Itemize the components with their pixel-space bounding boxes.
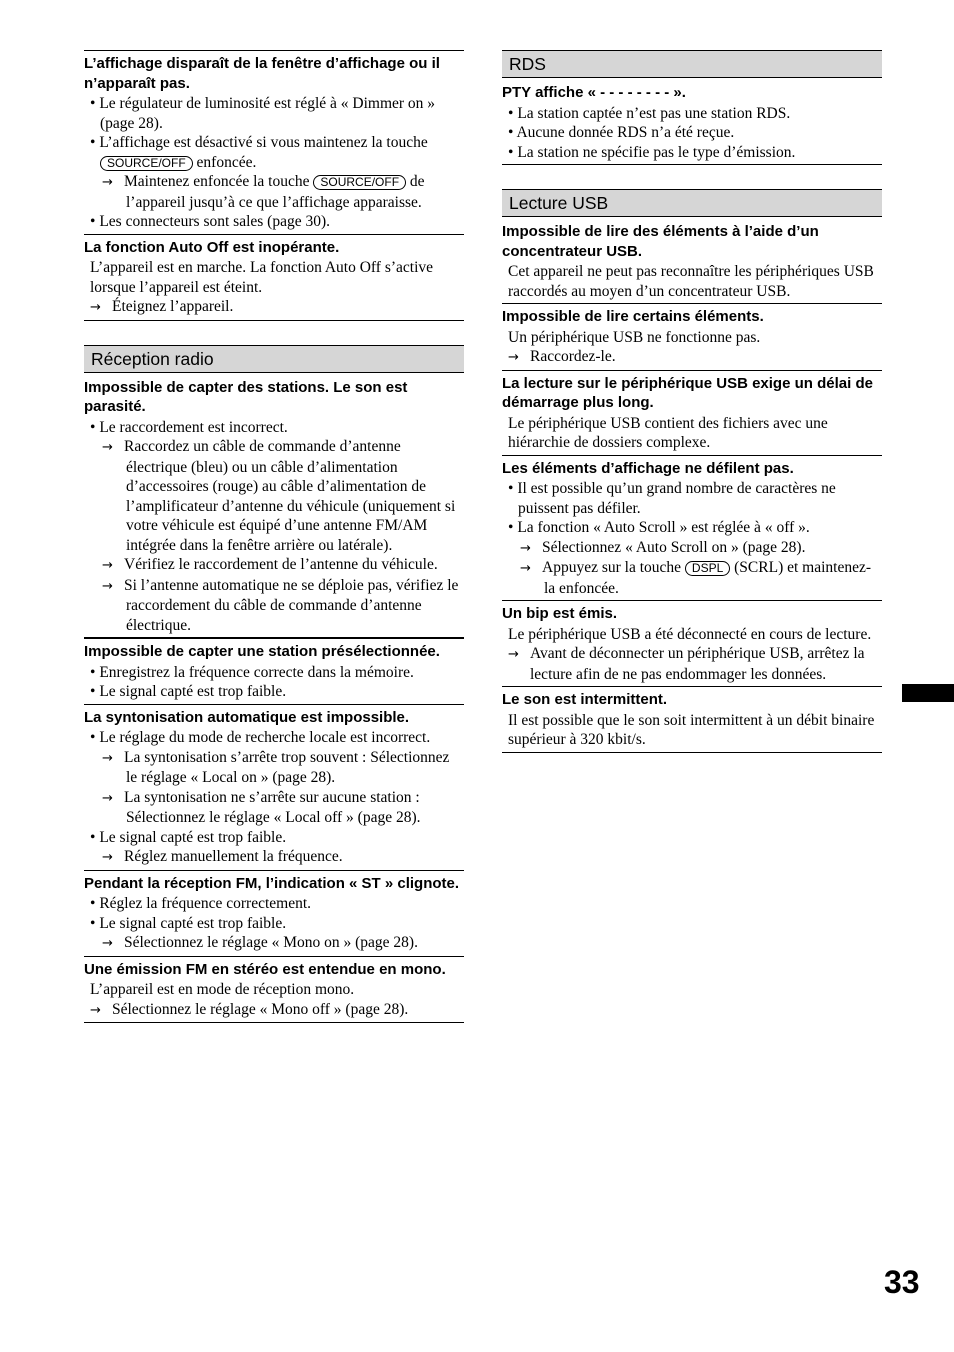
bullet-item: • Réglez la fréquence correctement. [84,894,464,914]
explanation-text: Le périphérique USB contient des fichiers avec une hiérarchie de dossiers complexe. [508,414,828,451]
explanation-text: Il est possible que le son soit intermittent à un débit binaire supérieur à 320 kbit/s. [508,711,875,748]
problem-heading: PTY affiche « - - - - - - - - ». [502,84,686,101]
remedy-item [84,437,464,555]
remedy-text: de l’appareil jusqu’à ce que l’affichage apparaisse. [126,173,425,211]
section-display-disappears [84,50,464,234]
bullet-text: enfoncée. [196,153,257,171]
section-auto-tuning [84,704,464,870]
remedy-text: Maintenez enfoncée la touche [124,173,310,190]
remedy-item [84,555,464,576]
remedy-text: Appuyez sur la touche [542,559,682,576]
bullet-item: • La station captée n’est pas une station RDS. [502,104,882,124]
problem-heading: Un bip est émis. [502,605,618,622]
arrow-icon: → [520,540,531,556]
remedy-item [84,297,464,318]
remedy-item [84,748,464,788]
bullet-item: • Le signal capté est trop faible. [84,828,464,848]
problem-heading: La lecture sur le périphérique USB exige un délai de démarrage plus long. [502,374,873,411]
remedy-text: Sélectionnez le réglage « Mono off » (page 28). [112,1000,409,1018]
arrow-icon: → [102,578,113,594]
arrow-icon: → [90,1002,101,1018]
remedy-item [84,1000,464,1021]
explanation-text: L’appareil est en marche. La fonction Auto Off s’active lorsque l’appareil est éteint. [90,259,434,296]
bullet-item: • La station ne spécifie pas le type d’émission. [502,143,882,163]
arrow-icon: → [102,440,113,455]
bullet-item: • Il est possible qu’un grand nombre de caractères ne puissent pas défiler. [502,479,882,518]
problem-heading: Impossible de lire des éléments à l’aide d’un concentrateur USB. [502,223,819,260]
problem-heading: Impossible de capter une station présélectionnée. [84,643,440,660]
problem-heading: Une émission FM en stéréo est entendue en mono. [84,960,446,978]
section-mono [84,956,464,1024]
arrow-icon: → [102,850,113,865]
bullet-item: • Le signal capté est trop faible. [84,682,464,702]
page-number: 33 [884,1264,920,1300]
section-pty [502,83,882,165]
left-column [84,50,464,1023]
remedy-text: Si l’antenne automatique ne se déploie pas, vérifiez le raccordement du câble de commande d’antenne électrique. [124,576,459,634]
remedy-text: Raccordez un câble de commande d’antenne électrique (bleu) ou un câble d’alimentation d’accessoires (rouge) au câble d’alimentation de l’amplificateur d’antenne du véhicule (uniquement si votre véhicule est équipé d’une antenne FM/AM intégrée dans la fenêtre arrière ou latérale). [124,438,456,554]
section-usb-hub [502,222,882,303]
problem-heading: La fonction Auto Off est inopérante. [84,238,340,256]
remedy-item [84,788,464,828]
bullet-item: • Les connecteurs sont sales (page 30). [84,212,464,232]
source-off-key-icon: SOURCE/OFF [313,175,406,190]
remedy-text: Sélectionnez le réglage « Mono on » (page 28). [124,934,418,951]
remedy-item [84,847,464,868]
bullet-item: • Aucune donnée RDS n’a été reçue. [502,123,882,143]
explanation-text: Un périphérique USB ne fonctionne pas. [508,328,761,346]
remedy-item [84,172,464,212]
problem-heading: Impossible de lire certains éléments. [502,308,764,325]
remedy-item [502,538,882,559]
remedy-text: Avant de déconnecter un périphérique USB, arrêtez la lecture afin de ne pas endommager les données. [530,645,865,683]
remedy-text: Raccordez-le. [530,348,616,365]
right-column [502,50,882,753]
section-auto-off [84,234,464,321]
bullet-item: • Le signal capté est trop faible. [84,914,464,934]
remedy-text: Éteignez l’appareil. [112,298,234,315]
remedy-item [502,558,882,598]
problem-heading: Pendant la réception FM, l’indication « ST » clignote. [84,874,460,892]
remedy-item [502,644,882,684]
section-no-stations [84,378,464,638]
section-title-usb: Lecture USB [502,189,882,217]
bullet-item [84,133,464,172]
section-preset-station [84,637,464,704]
section-startup-delay [502,370,882,455]
remedy-text: Réglez manuellement la fréquence. [124,848,343,865]
section-title-radio: Réception radio [84,345,464,373]
arrow-icon: → [102,175,113,190]
problem-heading: L’affichage disparaît de la fenêtre d’affichage ou il n’apparaît pas. [84,55,440,92]
source-off-key-icon: SOURCE/OFF [100,156,193,171]
section-st-blinks [84,870,464,956]
section-title-rds: RDS [502,50,882,78]
section-no-scroll [502,455,882,601]
explanation-text: Le périphérique USB a été déconnecté en cours de lecture. [508,625,872,643]
problem-heading: La syntonisation automatique est impossible. [84,708,410,726]
section-some-items [502,303,882,370]
arrow-icon: → [102,750,113,766]
bullet-text: L’affichage est désactivé si vous maintenez la touche [99,134,428,151]
explanation-text: Cet appareil ne peut pas reconnaître les périphériques USB raccordés au moyen d’un concentrateur USB. [508,263,874,300]
section-intermittent [502,686,882,753]
bullet-item: • Le réglage du mode de recherche locale est incorrect. [84,728,464,748]
problem-heading: Les éléments d’affichage ne défilent pas. [502,459,794,477]
thumb-index-tab [902,684,954,702]
remedy-text: Vérifiez le raccordement de l’antenne du véhicule. [124,556,438,573]
remedy-item [502,347,882,368]
bullet-item: • La fonction « Auto Scroll » est réglée à « off ». [502,518,882,538]
bullet-item: • Enregistrez la fréquence correcte dans la mémoire. [84,663,464,683]
dspl-key-icon: DSPL [685,561,730,576]
section-beep [502,600,882,686]
arrow-icon: → [90,300,101,315]
bullet-item: • Le raccordement est incorrect. [84,418,464,438]
remedy-text: (SCRL) et maintenez-la enfoncée. [544,559,872,597]
explanation-text: L’appareil est en mode de réception mono. [90,981,355,998]
remedy-text: Sélectionnez « Auto Scroll on » (page 28). [542,538,806,556]
arrow-icon: → [102,558,113,573]
problem-heading: Le son est intermittent. [502,691,668,708]
remedy-item [84,933,464,954]
arrow-icon: → [102,936,113,951]
remedy-text: La syntonisation ne s’arrête sur aucune station : Sélectionnez le réglage « Local off » (page 28). [124,788,421,826]
arrow-icon: → [508,350,519,365]
remedy-item [84,576,464,636]
problem-heading: Impossible de capter des stations. Le son est parasité. [84,378,408,415]
arrow-icon: → [102,790,113,806]
remedy-text: La syntonisation s’arrête trop souvent : Sélectionnez le réglage « Local on » (page 28). [124,748,450,786]
arrow-icon: → [520,561,531,576]
arrow-icon: → [508,647,519,662]
bullet-item: • Le régulateur de luminosité est réglé à « Dimmer on » (page 28). [84,94,464,133]
